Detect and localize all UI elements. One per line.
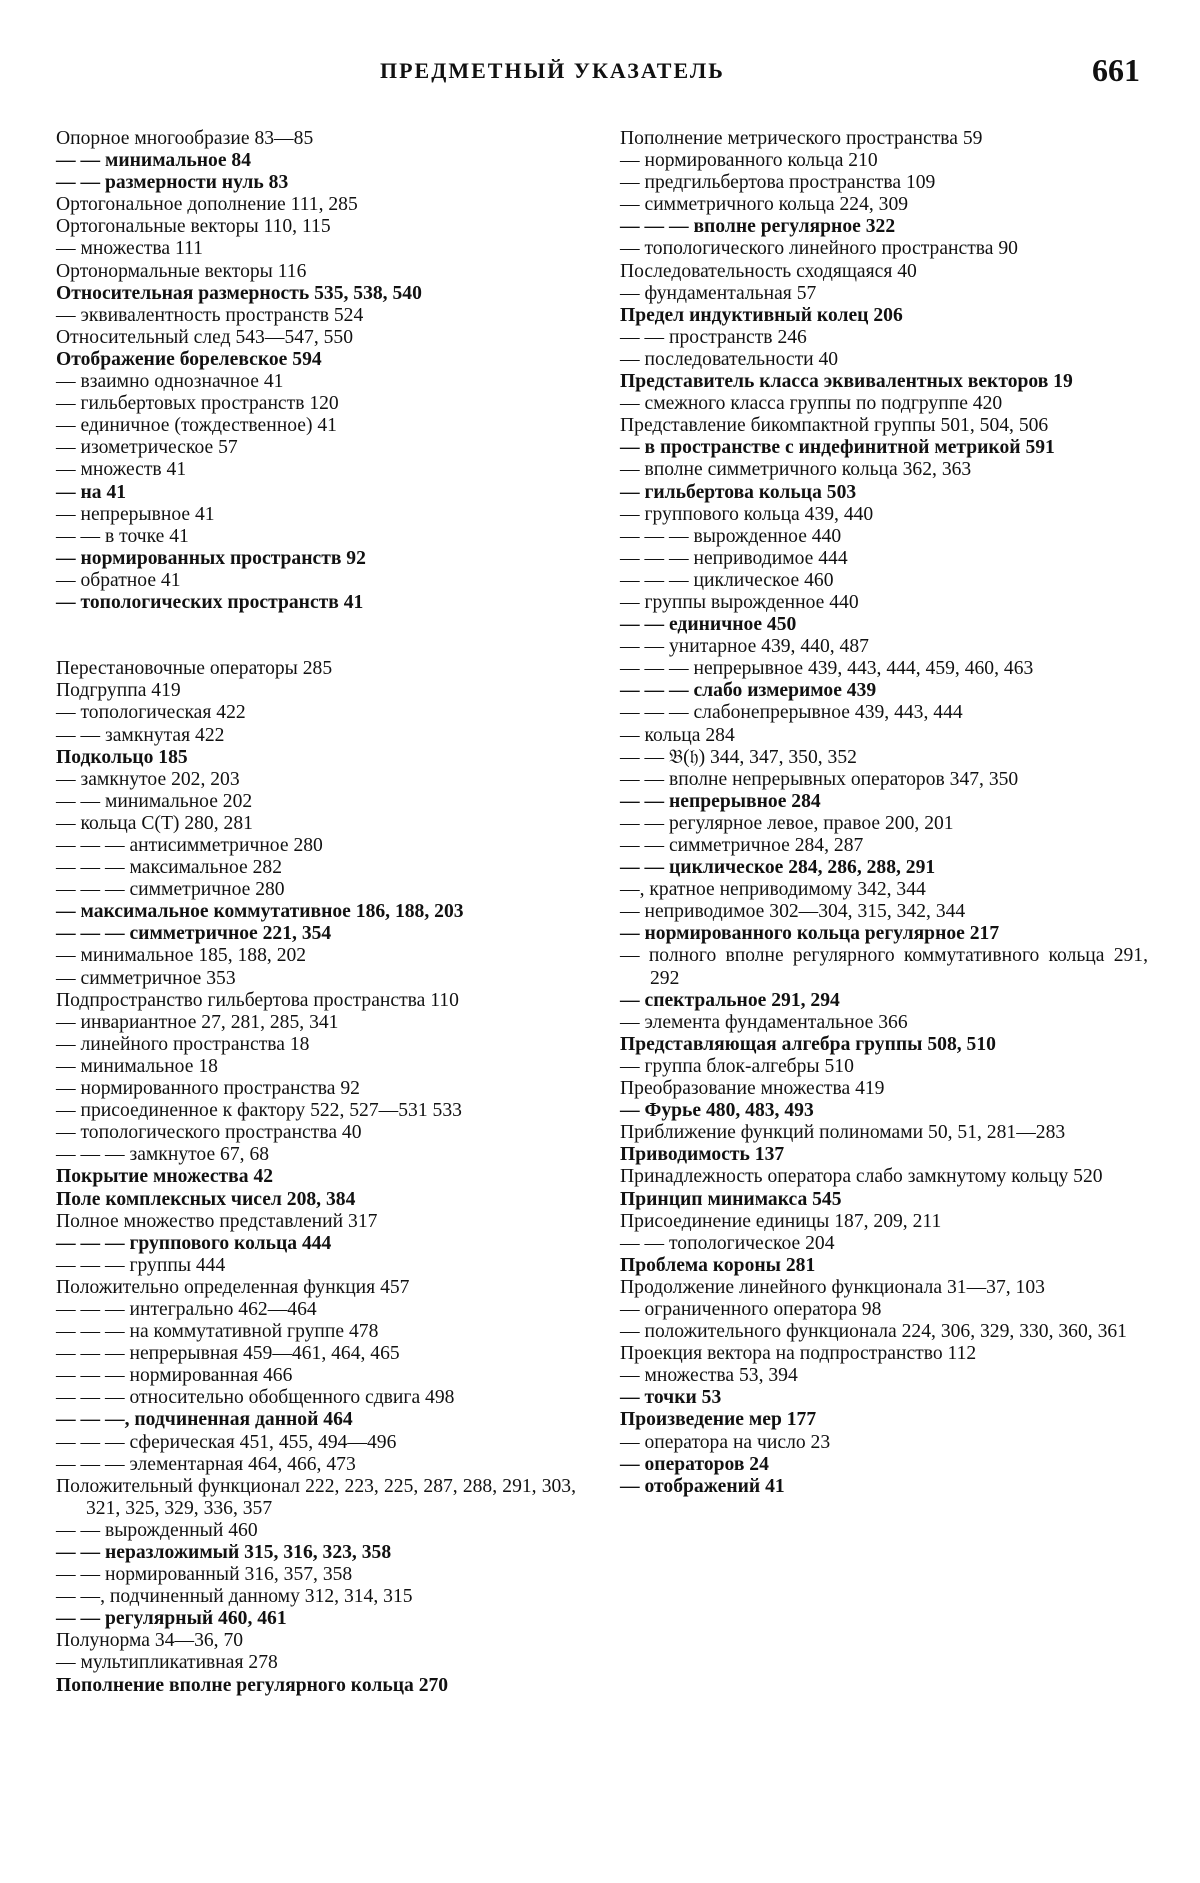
index-entry: — — замкнутая 422 <box>56 724 225 746</box>
index-entry: Покрытие множества 42 <box>56 1166 274 1188</box>
index-entry: — — неразложимый 315, 316, 323, 358 <box>56 1542 392 1563</box>
index-entry: — минимальное 18 <box>56 1055 218 1077</box>
index-entry: Подкольцо 185 <box>56 746 188 768</box>
index-entry: — — вполне непрерывных операторов 347, 350 <box>620 768 1019 790</box>
index-entry: — топологического пространства 40 <box>56 1122 362 1144</box>
index-entry: — операторов 24 <box>620 1453 769 1475</box>
index-entry: Преобразование множества 419 <box>620 1078 885 1100</box>
index-entry: — взаимно однозначное 41 <box>56 371 284 393</box>
index-entry: — множества 111 <box>56 238 203 260</box>
index-entry: — смежного класса группы по подгруппе 420 <box>620 393 1003 415</box>
index-entry: — изометрическое 57 <box>56 437 238 459</box>
index-entry: Ортогональные векторы 110, 115 <box>56 216 331 238</box>
index-entry: — фундаментальная 57 <box>620 282 817 304</box>
index-entry: — нормированного кольца 210 <box>620 150 878 172</box>
index-entry: Положительно определенная функция 457 <box>56 1276 410 1298</box>
index-entry: — — — сферическая 451, 455, 494—496 <box>56 1431 397 1453</box>
index-entry: — — — вырожденное 440 <box>620 525 842 547</box>
index-entry: Представитель класса эквивалентных векторов 19 <box>620 371 1073 393</box>
running-head <box>0 52 1200 92</box>
index-entry: — — — относительно обобщенного сдвига 498 <box>56 1387 455 1409</box>
index-entry: — максимальное коммутативное 186, 188, 203 <box>56 901 464 923</box>
index-entry: Поле комплексных чисел 208, 384 <box>56 1188 356 1210</box>
index-entry: — — вырожденный 460 <box>56 1519 258 1541</box>
index-entry: — присоединенное к фактору 522, 527—531 533 <box>56 1100 462 1122</box>
index-entry: Приводимость 137 <box>620 1144 785 1166</box>
index-entry: — спектральное 291, 294 <box>620 989 840 1011</box>
index-entry: — — — симметричное 280 <box>56 879 285 901</box>
index-entry: — — — элементарная 464, 466, 473 <box>56 1453 356 1475</box>
index-entry: — на 41 <box>56 481 127 503</box>
index-entry: Последовательность сходящаяся 40 <box>620 260 917 282</box>
index-entry: — оператора на число 23 <box>620 1431 831 1453</box>
index-entry: — — — группового кольца 444 <box>56 1232 332 1254</box>
index-entry: — Фурье 480, 483, 493 <box>620 1100 814 1122</box>
index-column-right <box>620 128 1148 1498</box>
index-entry: — — пространств 246 <box>620 326 807 348</box>
index-entry: — вполне симметричного кольца 362, 363 <box>620 459 972 481</box>
index-entry: — эквивалентность пространств 524 <box>56 304 364 326</box>
index-entry: — — — вполне регулярное 322 <box>620 216 896 238</box>
index-entry: — — циклическое 284, 286, 288, 291 <box>620 857 936 879</box>
index-entry: — — — непрерывное 439, 443, 444, 459, 460, 463 <box>620 658 1034 680</box>
index-entry: — инвариантное 27, 281, 285, 341 <box>56 1011 339 1033</box>
index-entry: — группы вырожденное 440 <box>620 591 859 613</box>
index-entry: Ортонормальные векторы 116 <box>56 260 307 282</box>
index-entry: — положительного функционала 224, 306, 329, 330, 360, 361 <box>620 1321 1127 1343</box>
index-entry: Принадлежность оператора слабо замкнутому кольцу 520 <box>620 1166 1103 1188</box>
index-entry: Относительная размерность 535, 538, 540 <box>56 282 422 304</box>
index-entry: Полунорма 34—36, 70 <box>56 1630 244 1652</box>
running-title: ПРЕДМЕТНЫЙ УКАЗАТЕЛЬ <box>380 58 725 83</box>
index-entry: — топологическая 422 <box>56 702 246 724</box>
index-entry: Представление бикомпактной группы 501, 504, 506 <box>620 415 1049 437</box>
index-entry: — — — непрерывная 459—461, 464, 465 <box>56 1343 400 1365</box>
index-entry: — предгильбертова пространства 109 <box>620 172 936 194</box>
index-entry: — кольца 284 <box>620 724 735 746</box>
index-entry: — — симметричное 284, 287 <box>620 835 864 856</box>
index-entry: Относительный след 543—547, 550 <box>56 326 354 348</box>
index-entry: — обратное 41 <box>56 569 181 591</box>
index-entry: — — непрерывное 284 <box>620 790 821 812</box>
index-entry: — — — максимальное 282 <box>56 857 283 879</box>
index-entry: Подпространство гильбертова пространства 110 <box>56 989 459 1011</box>
index-entry: — неприводимое 302—304, 315, 342, 344 <box>620 901 966 923</box>
index-entry: — — — интегрально 462—464 <box>56 1298 317 1320</box>
index-entry: — множеств 41 <box>56 459 187 481</box>
index-entry: Произведение мер 177 <box>620 1409 817 1431</box>
index-entry: — — — на коммутативной группе 478 <box>56 1321 379 1343</box>
index-entry: — полного вполне регулярного коммутативного кольца 291, 292 <box>620 945 1148 989</box>
index-entry: Продолжение линейного функционала 31—37, 103 <box>620 1276 1045 1298</box>
index-entry: Приближение функций полиномами 50, 51, 281—283 <box>620 1122 1066 1144</box>
index-entry: — — минимальное 84 <box>56 150 252 172</box>
index-entry: — топологического линейного пространства 90 <box>620 238 1018 260</box>
index-entry: — — — нормированная 466 <box>56 1365 293 1387</box>
index-entry: — симметричного кольца 224, 309 <box>620 194 909 216</box>
index-entry: — топологических пространств 41 <box>56 591 364 613</box>
index-entry: — — единичное 450 <box>620 614 797 636</box>
index-entry: — — регулярный 460, 461 <box>56 1608 287 1630</box>
index-entry: Пополнение метрического пространства 59 <box>620 128 983 149</box>
index-entry: — элемента фундаментальное 366 <box>620 1011 908 1033</box>
index-entry: Отображение борелевское 594 <box>56 348 322 370</box>
index-entry: — множества 53, 394 <box>620 1365 798 1387</box>
index-entry: — — — симметричное 221, 354 <box>56 923 332 945</box>
index-entry: Перестановочные операторы 285 <box>56 658 333 680</box>
index-entry: — — — слабо измеримое 439 <box>620 680 877 702</box>
index-entry: — нормированного кольца регулярное 217 <box>620 923 1000 945</box>
index-entry: — — — слабонепрерывное 439, 443, 444 <box>620 702 963 724</box>
index-entry: — — 𝔅(𝔥) 344, 347, 350, 352 <box>620 746 857 768</box>
index-entry: Представляющая алгебра группы 508, 510 <box>620 1033 996 1055</box>
index-entry: Принцип минимакса 545 <box>620 1188 842 1210</box>
index-entry: — гильбертова кольца 503 <box>620 481 857 503</box>
index-column-left <box>56 128 576 1697</box>
index-entry: — мультипликативная 278 <box>56 1652 278 1674</box>
index-entry: Проекция вектора на подпространство 112 <box>620 1343 977 1365</box>
index-entry: — — размерности нуль 83 <box>56 172 289 194</box>
index-entry: Присоединение единицы 187, 209, 211 <box>620 1210 942 1232</box>
index-entry: — — нормированный 316, 357, 358 <box>56 1564 353 1586</box>
index-entry: — линейного пространства 18 <box>56 1033 310 1055</box>
index-entry: — — — неприводимое 444 <box>620 547 848 569</box>
index-entry: Проблема короны 281 <box>620 1254 816 1276</box>
index-entry: — нормированного пространства 92 <box>56 1078 360 1100</box>
index-entry: — минимальное 185, 188, 202 <box>56 945 307 967</box>
page-number: 661 <box>1092 52 1140 88</box>
index-entry: — гильбертовых пространств 120 <box>56 393 339 415</box>
index-entry: — — —, подчиненная данной 464 <box>56 1409 353 1431</box>
index-entry: Подгруппа 419 <box>56 680 181 702</box>
index-entry: Пополнение вполне регулярного кольца 270 <box>56 1674 449 1696</box>
index-entry: — — в точке 41 <box>56 525 189 547</box>
index-entry: — точки 53 <box>620 1387 722 1409</box>
index-entry: — в пространстве с индефинитной метрикой 591 <box>620 437 1055 459</box>
index-entry: — замкнутое 202, 203 <box>56 768 240 790</box>
index-entry: — непрерывное 41 <box>56 503 215 525</box>
index-entry: Полное множество представлений 317 <box>56 1210 378 1232</box>
index-entry: — последовательности 40 <box>620 348 839 370</box>
index-entry: — — минимальное 202 <box>56 790 253 812</box>
index-entry: —, кратное неприводимому 342, 344 <box>620 879 926 901</box>
index-entry: — — — группы 444 <box>56 1254 226 1276</box>
index-entry: — — топологическое 204 <box>620 1232 835 1254</box>
index-entry: — — регулярное левое, правое 200, 201 <box>620 812 954 834</box>
index-entry: — ограниченного оператора 98 <box>620 1298 882 1320</box>
index-entry: — кольца C(T) 280, 281 <box>56 812 253 834</box>
index-entry: — группа блок-алгебры 510 <box>620 1055 854 1077</box>
index-entry: Опорное многообразие 83—85 <box>56 128 314 149</box>
index-entry: — отображений 41 <box>620 1475 785 1497</box>
index-entry: Положительный функционал 222, 223, 225, 287, 288, 291, 303, 321, 325, 329, 336, 357 <box>56 1475 576 1519</box>
index-entry: — симметричное 353 <box>56 967 236 989</box>
index-entry: — — унитарное 439, 440, 487 <box>620 636 869 658</box>
index-entry: — нормированных пространств 92 <box>56 547 366 569</box>
index-entry: — —, подчиненный данному 312, 314, 315 <box>56 1586 413 1608</box>
index-entry: — — — замкнутое 67, 68 <box>56 1144 270 1166</box>
index-entry: — единичное (тождественное) 41 <box>56 415 337 437</box>
index-entry: — — — циклическое 460 <box>620 569 834 591</box>
index-entry: — — — антисимметричное 280 <box>56 835 323 856</box>
index-entry: Ортогональное дополнение 111, 285 <box>56 194 358 216</box>
index-entry: Предел индуктивный колец 206 <box>620 304 903 326</box>
index-entry: — группового кольца 439, 440 <box>620 503 874 525</box>
